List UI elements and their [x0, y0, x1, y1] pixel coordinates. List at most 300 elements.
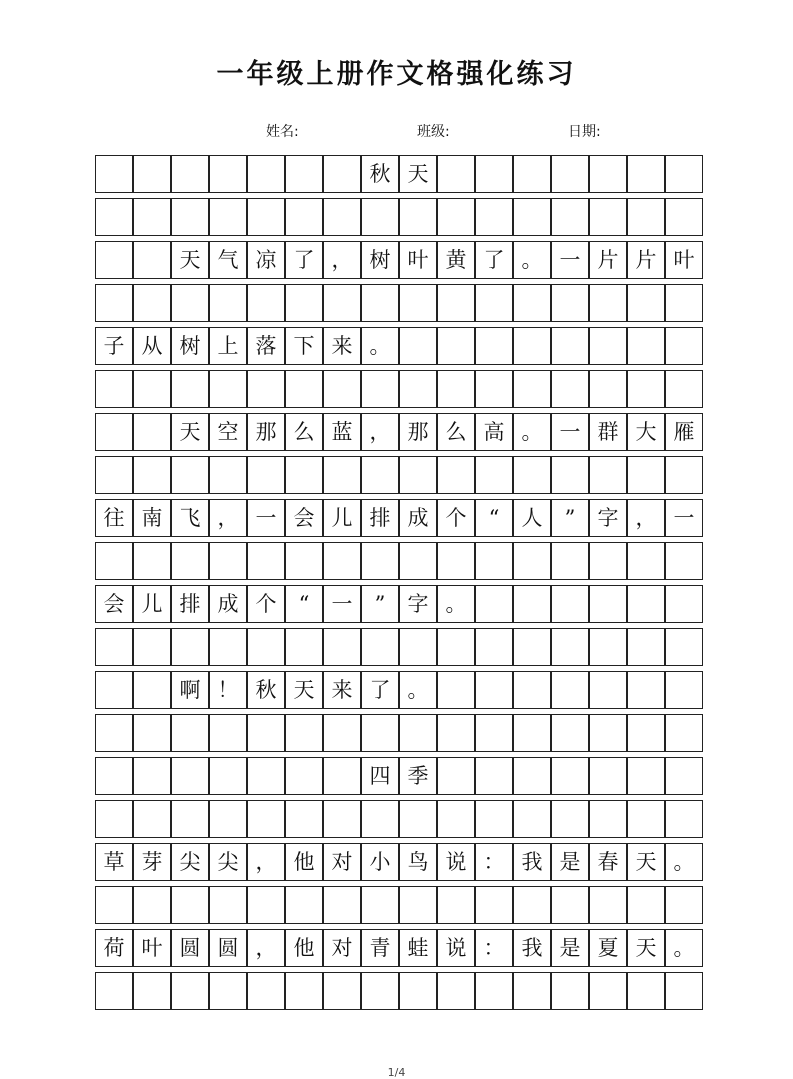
grid-cell: 我 — [513, 929, 551, 967]
grid-cell: 鸟 — [399, 843, 437, 881]
grid-cell: “ — [285, 585, 323, 623]
grid-cell — [589, 370, 627, 408]
grid-cell: 排 — [361, 499, 399, 537]
grid-cell: 春 — [589, 843, 627, 881]
grid-cell — [95, 456, 133, 494]
grid-cell: 秋 — [247, 671, 285, 709]
grid-cell — [437, 757, 475, 795]
grid-cell: 说 — [437, 843, 475, 881]
grid-cell: ， — [247, 929, 285, 967]
grid-cell — [133, 456, 171, 494]
grid-cell — [133, 714, 171, 752]
grid-cell: 芽 — [133, 843, 171, 881]
grid-cell — [589, 628, 627, 666]
grid-cell — [513, 714, 551, 752]
grid-cell — [513, 972, 551, 1010]
grid-cell: 么 — [285, 413, 323, 451]
grid-cell — [627, 542, 665, 580]
grid-cell — [627, 284, 665, 322]
grid-cell: 从 — [133, 327, 171, 365]
grid-cell — [551, 886, 589, 924]
grid-cell: 小 — [361, 843, 399, 881]
grid-cell — [627, 628, 665, 666]
grid-cell — [323, 757, 361, 795]
grid-cell — [589, 456, 627, 494]
grid-cell — [95, 198, 133, 236]
grid-cell — [399, 800, 437, 838]
grid-cell: 空 — [209, 413, 247, 451]
grid-cell — [323, 800, 361, 838]
grid-cell — [209, 370, 247, 408]
grid-cell — [95, 542, 133, 580]
grid-cell: 会 — [95, 585, 133, 623]
grid-cell — [589, 585, 627, 623]
grid-cell: 了 — [475, 241, 513, 279]
grid-cell: 来 — [323, 327, 361, 365]
grid-cell — [133, 284, 171, 322]
grid-cell — [589, 198, 627, 236]
grid-cell — [323, 155, 361, 193]
grid-cell: 叶 — [399, 241, 437, 279]
grid-cell — [323, 714, 361, 752]
grid-cell: ： — [475, 929, 513, 967]
grid-cell — [323, 886, 361, 924]
grid-cell — [551, 542, 589, 580]
grid-cell: 圆 — [171, 929, 209, 967]
grid-cell — [627, 456, 665, 494]
grid-cell: ， — [247, 843, 285, 881]
grid-row — [95, 370, 703, 408]
grid-cell — [665, 585, 703, 623]
composition-grid — [95, 155, 703, 1015]
grid-cell — [551, 284, 589, 322]
grid-cell — [665, 886, 703, 924]
grid-cell — [665, 972, 703, 1010]
grid-cell — [95, 886, 133, 924]
grid-cell: 高 — [475, 413, 513, 451]
grid-cell: 天 — [399, 155, 437, 193]
grid-cell: 秋 — [361, 155, 399, 193]
grid-cell — [171, 370, 209, 408]
grid-cell — [133, 757, 171, 795]
grid-cell — [285, 757, 323, 795]
grid-cell: 黄 — [437, 241, 475, 279]
grid-cell: 成 — [399, 499, 437, 537]
grid-cell — [475, 456, 513, 494]
grid-cell — [437, 155, 475, 193]
grid-cell — [665, 542, 703, 580]
grid-cell — [551, 671, 589, 709]
grid-cell — [285, 284, 323, 322]
grid-cell: 。 — [665, 929, 703, 967]
grid-cell — [475, 671, 513, 709]
grid-cell — [437, 456, 475, 494]
grid-row — [95, 456, 703, 494]
grid-cell: “ — [475, 499, 513, 537]
grid-cell — [133, 413, 171, 451]
grid-cell — [209, 198, 247, 236]
grid-cell — [247, 800, 285, 838]
grid-cell — [513, 800, 551, 838]
grid-cell — [399, 628, 437, 666]
grid-cell — [513, 456, 551, 494]
grid-cell: 字 — [589, 499, 627, 537]
grid-cell — [513, 886, 551, 924]
grid-cell — [285, 800, 323, 838]
grid-cell: 子 — [95, 327, 133, 365]
grid-cell — [95, 800, 133, 838]
grid-cell: 凉 — [247, 241, 285, 279]
grid-cell — [247, 284, 285, 322]
grid-cell — [627, 886, 665, 924]
grid-cell — [247, 714, 285, 752]
grid-cell — [247, 757, 285, 795]
class-label: 班级: — [417, 124, 450, 140]
grid-cell — [209, 542, 247, 580]
grid-cell — [627, 972, 665, 1010]
grid-cell: ” — [551, 499, 589, 537]
grid-cell — [285, 542, 323, 580]
grid-cell — [133, 886, 171, 924]
grid-cell — [285, 456, 323, 494]
grid-cell: 。 — [513, 413, 551, 451]
grid-cell — [589, 155, 627, 193]
grid-cell: ， — [209, 499, 247, 537]
grid-cell: 南 — [133, 499, 171, 537]
grid-cell — [589, 757, 627, 795]
grid-cell: 天 — [285, 671, 323, 709]
grid-cell — [589, 542, 627, 580]
grid-cell — [209, 456, 247, 494]
grid-cell: 蓝 — [323, 413, 361, 451]
grid-cell — [551, 757, 589, 795]
grid-cell — [171, 155, 209, 193]
grid-cell: 上 — [209, 327, 247, 365]
grid-cell: 。 — [437, 585, 475, 623]
grid-cell — [95, 714, 133, 752]
grid-cell: 落 — [247, 327, 285, 365]
grid-cell — [399, 327, 437, 365]
grid-cell — [513, 284, 551, 322]
grid-cell — [133, 370, 171, 408]
grid-cell — [361, 370, 399, 408]
grid-cell — [437, 714, 475, 752]
grid-cell — [361, 628, 399, 666]
grid-row — [95, 972, 703, 1010]
grid-cell: 啊 — [171, 671, 209, 709]
grid-cell: 叶 — [665, 241, 703, 279]
grid-cell — [475, 972, 513, 1010]
grid-cell — [475, 757, 513, 795]
grid-cell — [209, 757, 247, 795]
grid-cell — [589, 800, 627, 838]
grid-row — [95, 542, 703, 580]
grid-cell — [209, 628, 247, 666]
grid-cell — [513, 757, 551, 795]
grid-cell — [285, 198, 323, 236]
grid-cell — [95, 671, 133, 709]
grid-cell: 排 — [171, 585, 209, 623]
grid-cell — [399, 370, 437, 408]
grid-cell — [95, 757, 133, 795]
grid-cell: 天 — [171, 413, 209, 451]
grid-cell — [323, 284, 361, 322]
grid-cell: 雁 — [665, 413, 703, 451]
grid-cell: 。 — [665, 843, 703, 881]
grid-row — [95, 929, 703, 967]
grid-cell — [665, 456, 703, 494]
grid-cell — [323, 628, 361, 666]
grid-cell — [551, 800, 589, 838]
grid-cell: 群 — [589, 413, 627, 451]
grid-cell — [399, 714, 437, 752]
grid-cell — [475, 800, 513, 838]
grid-cell — [133, 628, 171, 666]
grid-cell — [361, 542, 399, 580]
grid-cell — [665, 714, 703, 752]
grid-cell: 片 — [589, 241, 627, 279]
grid-cell — [475, 370, 513, 408]
grid-cell — [475, 155, 513, 193]
grid-cell — [95, 284, 133, 322]
grid-row — [95, 284, 703, 322]
date-label: 日期: — [568, 124, 601, 140]
grid-cell — [209, 800, 247, 838]
grid-cell: 来 — [323, 671, 361, 709]
grid-cell — [437, 972, 475, 1010]
grid-cell — [437, 886, 475, 924]
grid-cell — [627, 800, 665, 838]
grid-row — [95, 413, 703, 451]
grid-cell — [399, 972, 437, 1010]
grid-cell — [247, 886, 285, 924]
student-info-line — [0, 121, 793, 143]
grid-cell — [361, 800, 399, 838]
grid-cell: 尖 — [171, 843, 209, 881]
grid-cell — [513, 370, 551, 408]
grid-cell — [437, 628, 475, 666]
grid-cell — [285, 972, 323, 1010]
grid-cell — [437, 198, 475, 236]
grid-cell: 我 — [513, 843, 551, 881]
grid-cell — [665, 628, 703, 666]
grid-cell — [551, 370, 589, 408]
grid-row — [95, 155, 703, 193]
grid-row — [95, 757, 703, 795]
grid-cell — [513, 327, 551, 365]
grid-cell: 往 — [95, 499, 133, 537]
grid-cell: 儿 — [133, 585, 171, 623]
grid-cell — [589, 284, 627, 322]
grid-cell — [95, 628, 133, 666]
grid-row — [95, 585, 703, 623]
grid-cell — [589, 327, 627, 365]
grid-cell — [437, 370, 475, 408]
grid-cell: ， — [627, 499, 665, 537]
grid-cell — [437, 327, 475, 365]
grid-cell — [475, 284, 513, 322]
grid-cell — [399, 456, 437, 494]
grid-cell — [361, 284, 399, 322]
grid-cell — [437, 542, 475, 580]
page-number: 1/4 — [387, 1066, 406, 1079]
grid-cell — [513, 155, 551, 193]
grid-cell — [513, 671, 551, 709]
grid-cell — [551, 456, 589, 494]
grid-cell — [247, 370, 285, 408]
grid-row — [95, 198, 703, 236]
grid-cell: 片 — [627, 241, 665, 279]
grid-cell: 儿 — [323, 499, 361, 537]
grid-cell: 一 — [665, 499, 703, 537]
grid-cell: 大 — [627, 413, 665, 451]
grid-cell: 圆 — [209, 929, 247, 967]
grid-cell — [247, 198, 285, 236]
grid-cell — [475, 628, 513, 666]
grid-cell — [589, 671, 627, 709]
grid-cell — [285, 714, 323, 752]
grid-cell — [665, 327, 703, 365]
grid-cell: 。 — [513, 241, 551, 279]
grid-cell — [323, 542, 361, 580]
grid-cell: 夏 — [589, 929, 627, 967]
grid-cell — [513, 585, 551, 623]
grid-cell — [437, 800, 475, 838]
grid-cell: ： — [475, 843, 513, 881]
grid-cell — [437, 671, 475, 709]
grid-cell — [475, 327, 513, 365]
grid-cell — [133, 155, 171, 193]
grid-cell — [133, 972, 171, 1010]
grid-cell: 人 — [513, 499, 551, 537]
grid-cell — [361, 972, 399, 1010]
grid-cell: 说 — [437, 929, 475, 967]
grid-cell: ， — [323, 241, 361, 279]
grid-row — [95, 628, 703, 666]
grid-cell: 。 — [399, 671, 437, 709]
grid-cell — [551, 155, 589, 193]
grid-cell: 飞 — [171, 499, 209, 537]
grid-row — [95, 671, 703, 709]
grid-cell — [361, 714, 399, 752]
grid-cell — [171, 542, 209, 580]
grid-cell: 下 — [285, 327, 323, 365]
grid-cell — [665, 671, 703, 709]
grid-cell: 是 — [551, 929, 589, 967]
grid-cell — [171, 757, 209, 795]
grid-cell: 一 — [551, 413, 589, 451]
grid-cell — [589, 972, 627, 1010]
grid-cell — [627, 327, 665, 365]
grid-cell — [475, 714, 513, 752]
grid-cell: 会 — [285, 499, 323, 537]
grid-cell — [513, 198, 551, 236]
grid-cell — [551, 972, 589, 1010]
grid-cell: 树 — [171, 327, 209, 365]
grid-cell: 一 — [551, 241, 589, 279]
grid-cell — [551, 327, 589, 365]
grid-cell — [399, 886, 437, 924]
grid-cell — [133, 671, 171, 709]
grid-cell: 草 — [95, 843, 133, 881]
grid-cell — [361, 456, 399, 494]
grid-row — [95, 241, 703, 279]
grid-cell — [589, 886, 627, 924]
grid-cell — [437, 284, 475, 322]
grid-cell — [627, 198, 665, 236]
grid-cell — [171, 800, 209, 838]
grid-cell — [209, 714, 247, 752]
grid-cell: 一 — [247, 499, 285, 537]
grid-cell — [323, 456, 361, 494]
grid-cell — [665, 800, 703, 838]
grid-cell: 那 — [399, 413, 437, 451]
grid-cell — [133, 800, 171, 838]
grid-cell: 叶 — [133, 929, 171, 967]
grid-cell — [247, 456, 285, 494]
grid-cell: 个 — [247, 585, 285, 623]
grid-cell — [171, 714, 209, 752]
grid-cell — [133, 241, 171, 279]
page-title: 一年级上册作文格强化练习 — [216, 59, 577, 90]
grid-row — [95, 843, 703, 881]
grid-cell: 天 — [627, 843, 665, 881]
grid-cell — [133, 198, 171, 236]
grid-cell: 蛙 — [399, 929, 437, 967]
grid-cell — [475, 542, 513, 580]
grid-cell: 对 — [323, 843, 361, 881]
grid-cell — [323, 972, 361, 1010]
grid-cell — [95, 972, 133, 1010]
grid-cell — [209, 972, 247, 1010]
grid-cell — [247, 972, 285, 1010]
grid-cell: ， — [361, 413, 399, 451]
grid-cell — [475, 585, 513, 623]
grid-cell — [247, 628, 285, 666]
grid-cell: 是 — [551, 843, 589, 881]
grid-row — [95, 714, 703, 752]
grid-cell — [171, 456, 209, 494]
grid-cell: 那 — [247, 413, 285, 451]
grid-row — [95, 800, 703, 838]
name-label: 姓名: — [266, 124, 299, 140]
grid-cell: 字 — [399, 585, 437, 623]
grid-cell: 一 — [323, 585, 361, 623]
grid-cell — [627, 757, 665, 795]
grid-cell — [475, 198, 513, 236]
grid-cell — [589, 714, 627, 752]
grid-cell — [665, 370, 703, 408]
grid-cell — [627, 155, 665, 193]
grid-cell: 么 — [437, 413, 475, 451]
grid-cell — [209, 886, 247, 924]
grid-cell — [95, 370, 133, 408]
grid-row — [95, 499, 703, 537]
grid-cell — [399, 198, 437, 236]
grid-cell: 天 — [171, 241, 209, 279]
grid-cell: 尖 — [209, 843, 247, 881]
grid-cell — [513, 542, 551, 580]
grid-cell — [665, 155, 703, 193]
grid-cell — [323, 370, 361, 408]
grid-cell: 他 — [285, 929, 323, 967]
grid-cell — [133, 542, 171, 580]
grid-cell — [627, 585, 665, 623]
grid-cell: 他 — [285, 843, 323, 881]
grid-cell — [665, 198, 703, 236]
grid-cell — [95, 241, 133, 279]
grid-cell — [551, 585, 589, 623]
